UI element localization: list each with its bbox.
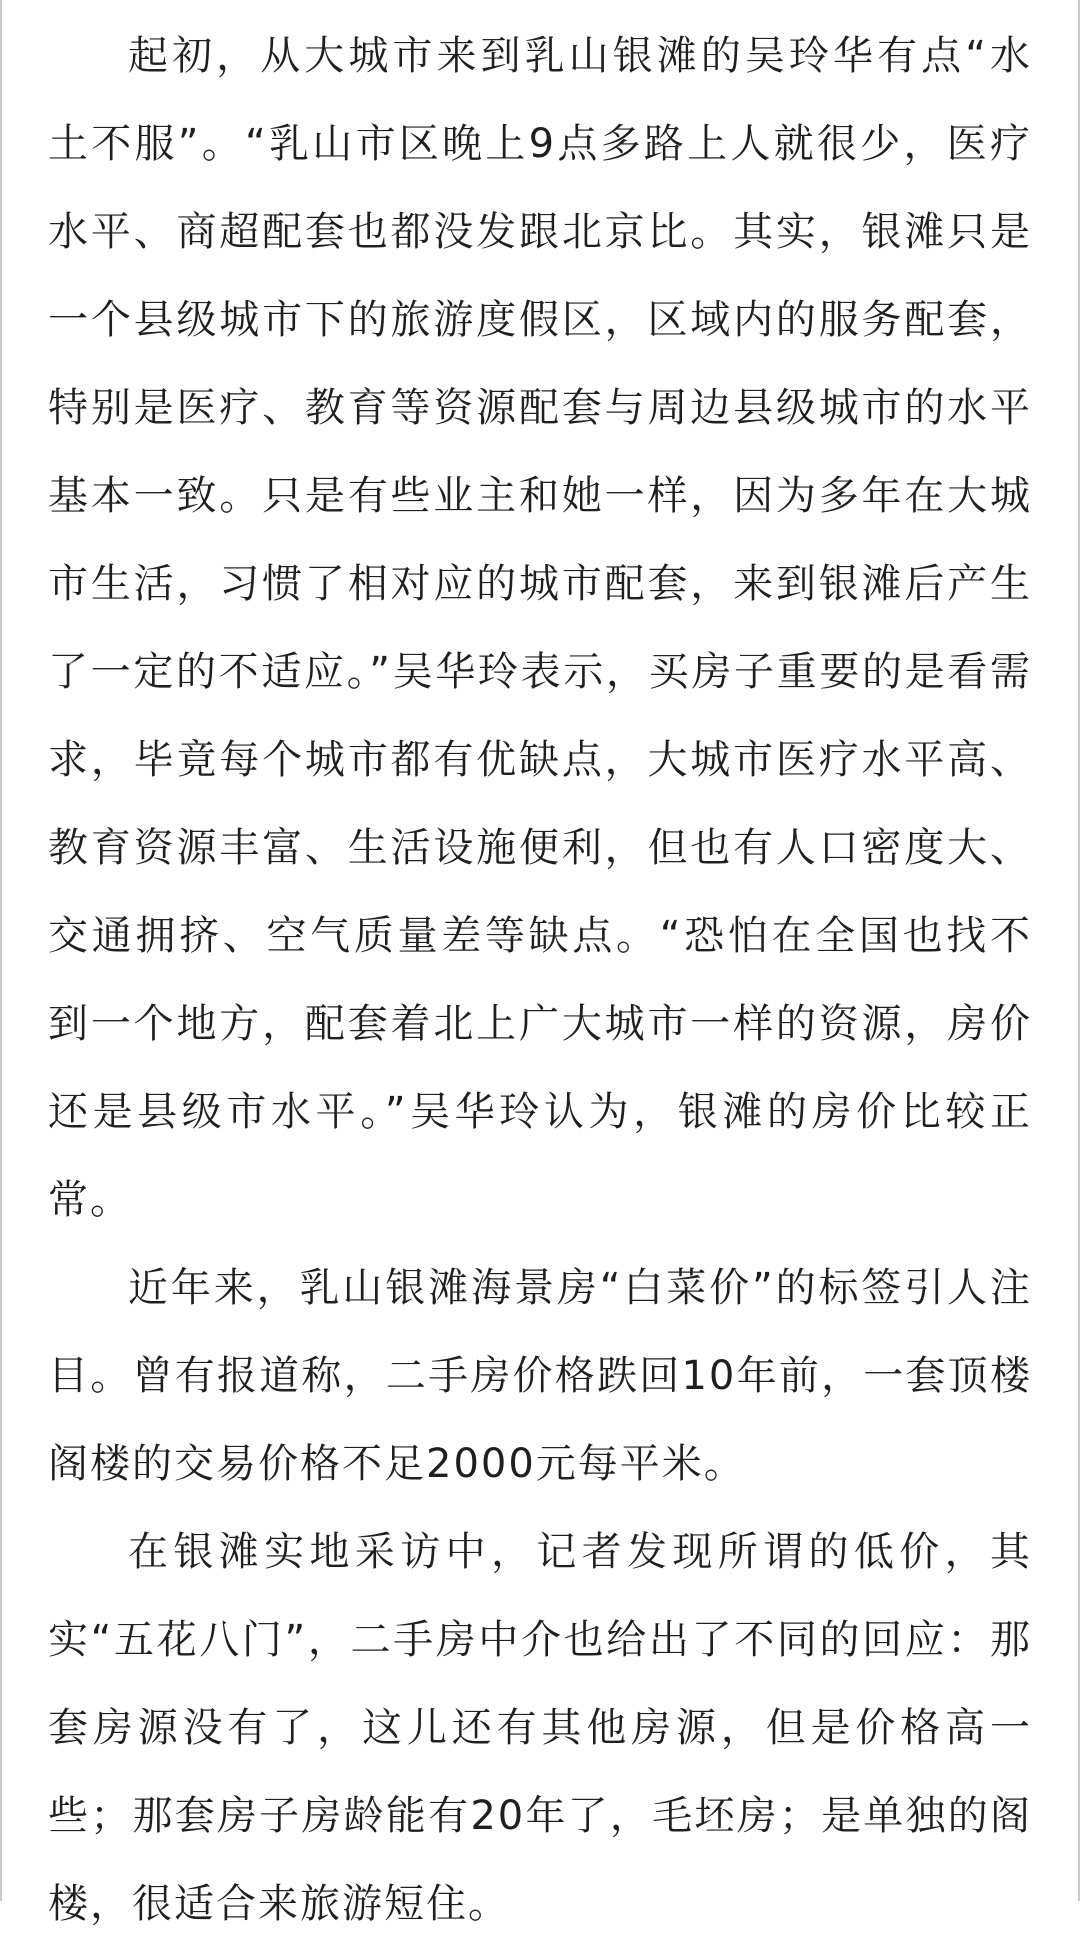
left-border bbox=[0, 0, 2, 1901]
article-body bbox=[48, 0, 1032, 1948]
paragraph-2: 近年来，乳山银滩海景房“白菜价”的标签引人注目。曾有报道称，二手房价格跌回10年前，一套顶楼阁楼的交易价格不足2000元每平米。 bbox=[48, 1265, 1032, 1487]
paragraph-3: 在银滩实地采访中，记者发现所谓的低价，其实“五花八门”，二手房中介也给出了不同的回应：那套房源没有了，这儿还有其他房源，但是价格高一些；那套房子房龄能有20年了，毛坯房；是单独的阁楼，很适合来旅游短住。 bbox=[48, 1529, 1032, 1927]
paragraph-1: 起初，从大城市来到乳山银滩的吴玲华有点“水土不服”。“乳山市区晚上9点多路上人就很少，医疗水平、商超配套也都没发跟北京比。其实，银滩只是一个县级城市下的旅游度假区，区域内的服务配套，特别是医疗、教育等资源配套与周边县级城市的水平基本一致。只是有些业主和她一样，因为多年在大城市生活，习惯了相对应的城市配套，来到银滩后产生了一定的不适应。”吴华玲表示，买房子重要的是看需求，毕竟每个城市都有优缺点，大城市医疗水平高、教育资源丰富、生活设施便利，但也有人口密度大、交通拥挤、空气质量差等缺点。“恐怕在全国也找不到一个地方，配套着北上广大城市一样的资源，房价还是县级市水平。”吴华玲认为，银滩的房价比较正常。 bbox=[48, 33, 1032, 1223]
